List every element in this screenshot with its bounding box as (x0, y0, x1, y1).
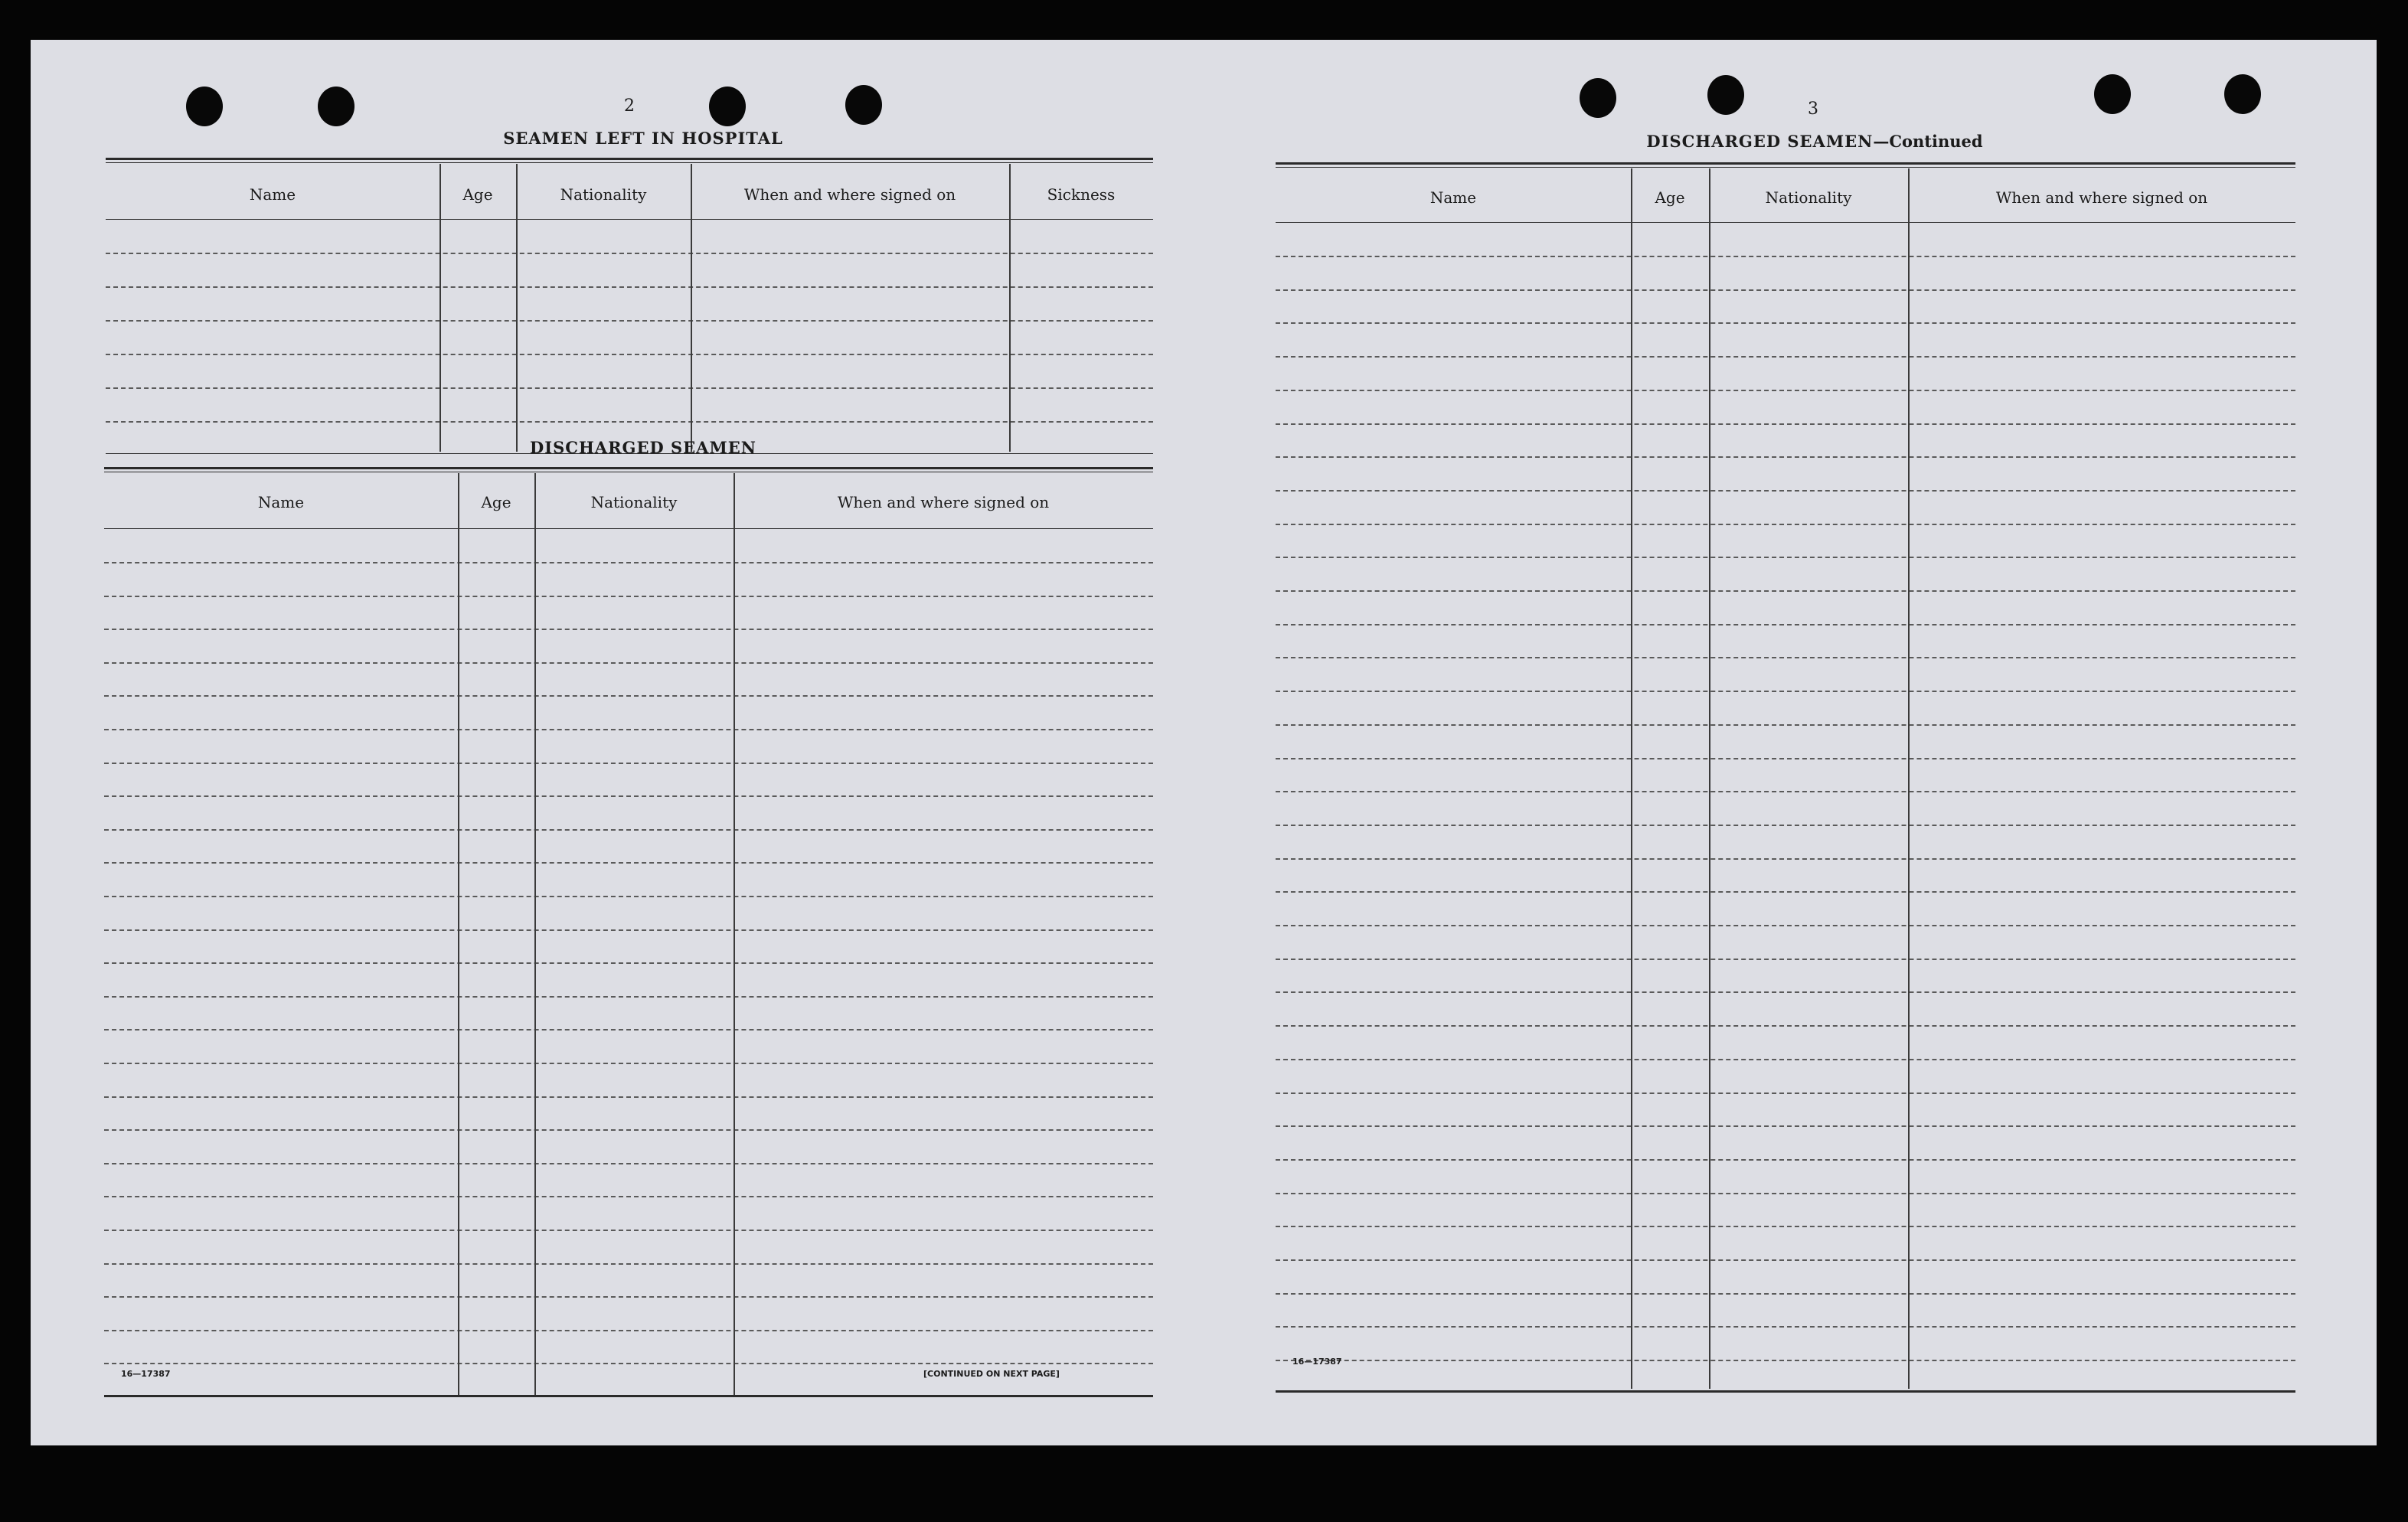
discharged-table-right (1276, 162, 2295, 1395)
continued-note: [CONTINUED ON NEXT PAGE] (923, 1369, 1060, 1379)
entry-line (1276, 825, 2295, 826)
entry-line (1276, 590, 2295, 592)
page-number-right: 3 (1808, 100, 1818, 119)
entry-line (1276, 390, 2295, 391)
entry-line (104, 862, 1153, 864)
discharged-title-left: DISCHARGED SEAMEN (530, 438, 756, 457)
entry-line (1276, 1193, 2295, 1194)
entry-line (104, 562, 1153, 563)
entry-line (1276, 1093, 2295, 1094)
entry-line (1276, 1125, 2295, 1127)
entry-line (104, 1096, 1153, 1098)
entry-line (104, 896, 1153, 897)
entry-line (1276, 724, 2295, 726)
entry-line (104, 1263, 1153, 1265)
col-header-nationality: Nationality (590, 493, 678, 511)
entry-line (106, 387, 1153, 389)
entry-line (1276, 356, 2295, 358)
col-header-signed-on: When and where signed on (743, 185, 956, 204)
entry-line (104, 729, 1153, 730)
punch-hole (2094, 74, 2131, 114)
entry-line (104, 1163, 1153, 1164)
entry-line (1276, 1025, 2295, 1027)
entry-line (1276, 1259, 2295, 1261)
col-header-name: Name (249, 185, 296, 204)
col-header-age: Age (481, 493, 511, 511)
entry-line (1276, 1326, 2295, 1328)
entry-line (1276, 691, 2295, 692)
entry-line (1276, 289, 2295, 291)
punch-hole (2224, 74, 2261, 114)
entry-line (1276, 657, 2295, 658)
entry-line (106, 286, 1153, 288)
entry-line (1276, 991, 2295, 993)
punch-hole (186, 87, 223, 126)
entry-line (104, 1363, 1153, 1364)
entry-line (1276, 791, 2295, 792)
entry-line (1276, 758, 2295, 759)
entry-line (1276, 858, 2295, 860)
entry-line (1276, 557, 2295, 558)
entry-line (104, 1063, 1153, 1064)
col-header-sickness: Sickness (1047, 185, 1116, 204)
entry-line (1276, 456, 2295, 458)
punch-hole (845, 85, 882, 125)
entry-line (104, 1330, 1153, 1331)
entry-line (104, 829, 1153, 831)
page-number-left: 2 (624, 96, 635, 116)
entry-line (1276, 423, 2295, 425)
entry-line (1276, 891, 2295, 893)
entry-line (104, 962, 1153, 964)
col-header-nationality: Nationality (1765, 188, 1852, 207)
entry-line (104, 662, 1153, 664)
entry-line (104, 695, 1153, 697)
entry-line (106, 253, 1153, 254)
entry-line (1276, 1360, 2295, 1361)
entry-line (1276, 256, 2295, 257)
discharged-title-right: DISCHARGED SEAMEN—Continued (1646, 132, 1983, 151)
entry-line (104, 1196, 1153, 1197)
entry-line (104, 996, 1153, 998)
entry-line (106, 421, 1153, 423)
entry-line (1276, 1159, 2295, 1161)
form-number-left: 16—17387 (121, 1369, 171, 1379)
discharged-table-left (104, 467, 1153, 1400)
col-header-nationality: Nationality (560, 185, 647, 204)
entry-line (104, 1230, 1153, 1231)
col-header-name: Name (1429, 188, 1477, 207)
punch-hole (1580, 78, 1616, 118)
entry-line (104, 629, 1153, 630)
col-header-age: Age (462, 185, 493, 204)
entry-line (104, 1129, 1153, 1131)
col-header-signed-on: When and where signed on (1995, 188, 2208, 207)
form-number-right: 16—17387 (1292, 1357, 1342, 1367)
entry-line (104, 1296, 1153, 1298)
entry-line (104, 596, 1153, 597)
entry-line (104, 795, 1153, 797)
punch-hole (1707, 75, 1744, 115)
entry-line (1276, 925, 2295, 926)
entry-line (1276, 524, 2295, 525)
document-sheet (31, 40, 2377, 1445)
entry-line (104, 929, 1153, 931)
entry-line (106, 354, 1153, 355)
entry-line (104, 1029, 1153, 1030)
entry-line (1276, 490, 2295, 492)
entry-line (1276, 624, 2295, 625)
entry-line (1276, 1293, 2295, 1295)
col-header-name: Name (257, 493, 305, 511)
entry-line (1276, 322, 2295, 324)
entry-line (1276, 959, 2295, 960)
hospital-table (106, 158, 1153, 456)
punch-hole (709, 87, 746, 126)
col-header-signed-on: When and where signed on (837, 493, 1050, 511)
entry-line (1276, 1226, 2295, 1227)
entry-line (104, 763, 1153, 764)
col-header-age: Age (1655, 188, 1685, 207)
hospital-title: SEAMEN LEFT IN HOSPITAL (503, 129, 783, 148)
entry-line (1276, 1059, 2295, 1060)
entry-line (106, 320, 1153, 322)
punch-hole (318, 87, 355, 126)
